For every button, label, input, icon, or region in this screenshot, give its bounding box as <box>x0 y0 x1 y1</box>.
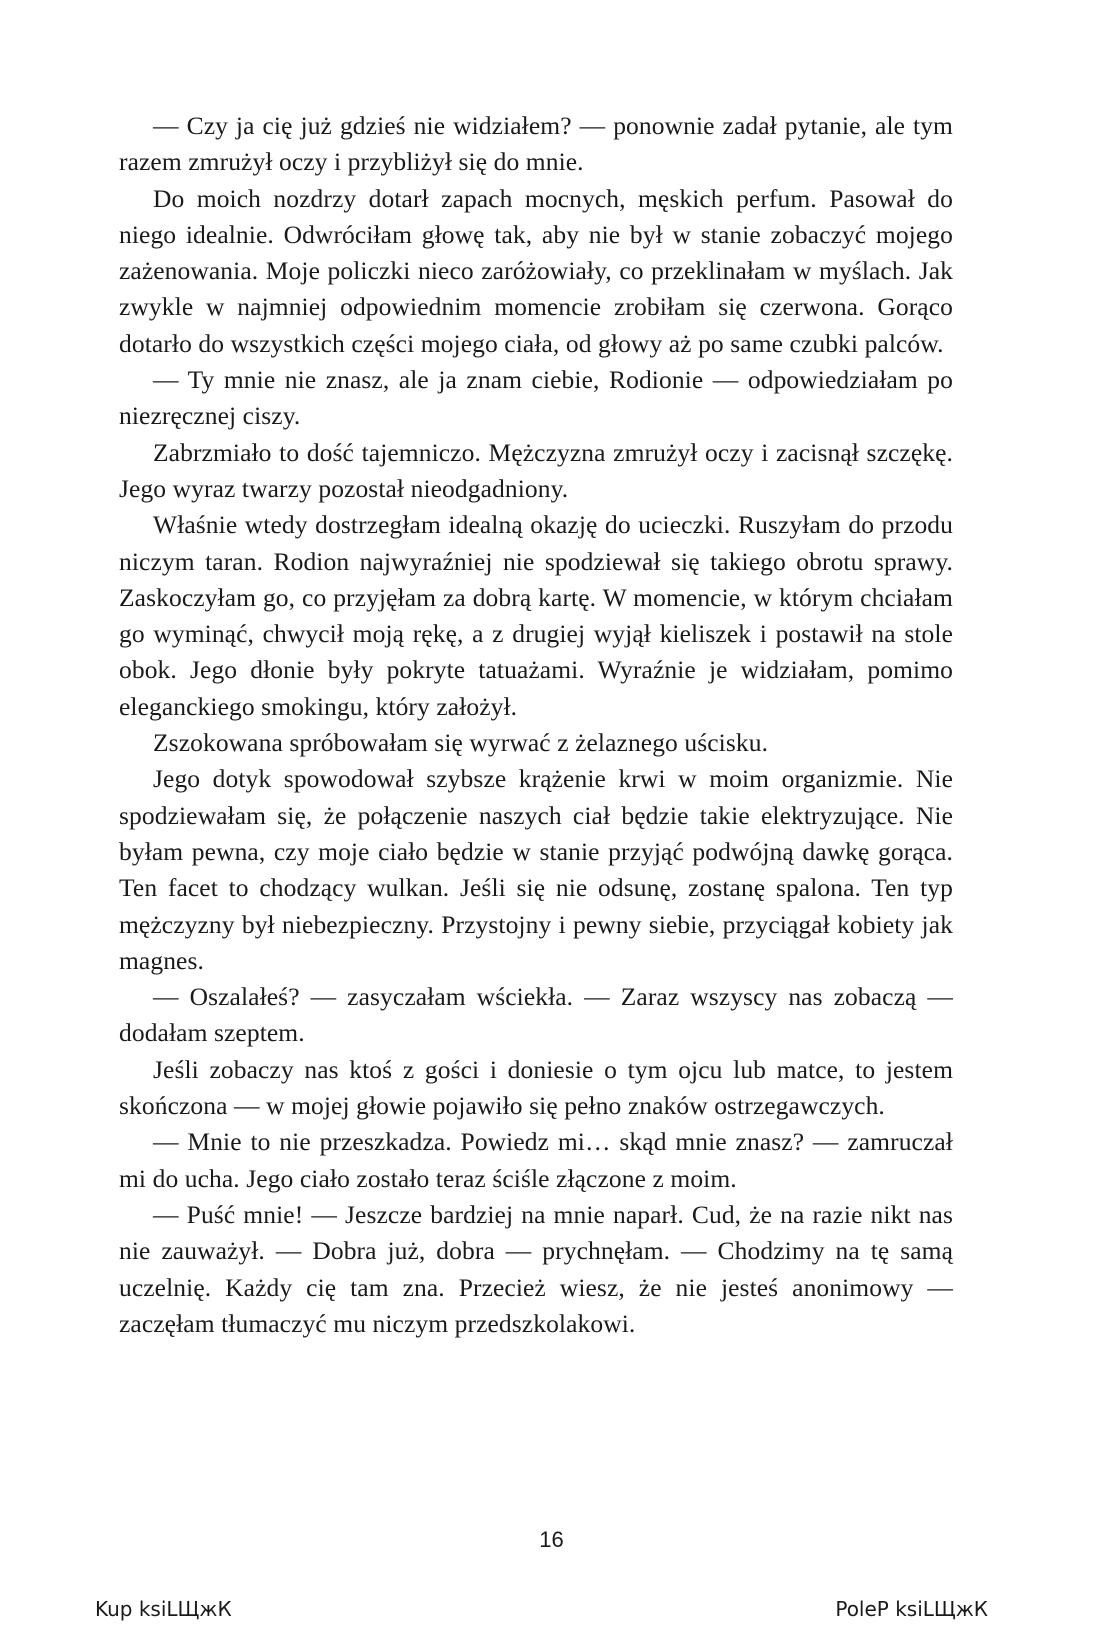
paragraph: — Mnie to nie przeszkadza. Powiedz mi… skąd mnie znasz? — zamruczał mi do ucha. Jego ciało zostało teraz ściśle złączone z moim. <box>119 1127 953 1193</box>
paragraph: Do moich nozdrzy dotarł zapach mocnych, męskich perfum. Pasował do niego idealnie. Odwróciłam głowę tak, aby nie był w stanie zobaczyć mojego zażenowania. Moje policzki nieco zaróżowiały, co przeklinałam w myślach. Jak zwykle w najmniej odpowiednim momencie zrobiłam się czerwona. Gorąco dotarło do wszystkich części mojego ciała, od głowy aż po same czubki palców. <box>119 183 953 358</box>
buy-book-link[interactable]: Kup ksiLЩжК <box>95 1597 232 1621</box>
page-number: 16 <box>539 1527 564 1552</box>
paragraph: Zszokowana spróbowałam się wyrwać z żelaznego uścisku. <box>153 728 769 758</box>
paragraph: — Czy ja cię już gdzieś nie widziałem? — ponownie zadał pytanie, ale tym razem zmrużył oczy i przybliżył się do mnie. <box>119 111 953 177</box>
recommend-book-link[interactable]: PoleP ksiLЩжК <box>835 1597 988 1621</box>
paragraph: — Oszalałeś? — zasyczałam wściekła. — Zaraz wszyscy nas zobaczą — dodałam szeptem. <box>119 982 953 1048</box>
paragraph: Jego dotyk spowodował szybsze krążenie krwi w moim organizmie. Nie spodziewałam się, że połączenie naszych ciał będzie takie elektryzujące. Nie byłam pewna, czy moje ciało będzie w stanie przyjąć podwójną dawkę gorąca. Ten facet to chodzący wulkan. Jeśli się nie odsunę, zostanę spalona. Ten typ mężczyzny był niebezpieczny. Przystojny i pewny siebie, przyciągał kobiety jak magnes. <box>119 764 953 975</box>
paragraph: Jeśli zobaczy nas ktoś z gości i doniesie o tym ojcu lub matce, to jestem skończona — w mojej głowie pojawiło się pełno znaków ostrzegawczych. <box>119 1054 953 1121</box>
body-text <box>119 108 953 1342</box>
paragraph: Właśnie wtedy dostrzegłam idealną okazję do ucieczki. Ruszyłam do przodu niczym taran. Rodion najwyraźniej nie spodziewał się takiego obrotu sprawy. Zaskoczyłam go, co przyjęłam za dobrą kartę. W momencie, w którym chciałam go wyminąć, chwycił moją rękę, a z drugiej wyjął kieliszek i postawił na stole obok. Jego dłonie były pokryte tatuażami. Wyraźnie je widziałam, pomimo eleganckiego smokingu, który założył. <box>119 510 953 721</box>
paragraph: — Ty mnie nie znasz, ale ja znam ciebie, Rodionie — odpowiedziałam po niezręcznej ciszy. <box>119 365 953 431</box>
paragraph: Zabrzmiało to dość tajemniczo. Mężczyzna zmrużył oczy i zacisnął szczękę. Jego wyraz twarzy pozostał nieodgadniony. <box>119 437 953 503</box>
paragraph: — Puść mnie! — Jeszcze bardziej na mnie naparł. Cud, że na razie nikt nas nie zauważył. — Dobra już, dobra — prychnęłam. — Chodzimy na tę samą uczelnię. Każdy cię tam zna. Przecież wiesz, że nie jesteś anonimowy — zaczęłam tłumaczyć mu niczym przedszkolakowi. <box>119 1199 953 1338</box>
